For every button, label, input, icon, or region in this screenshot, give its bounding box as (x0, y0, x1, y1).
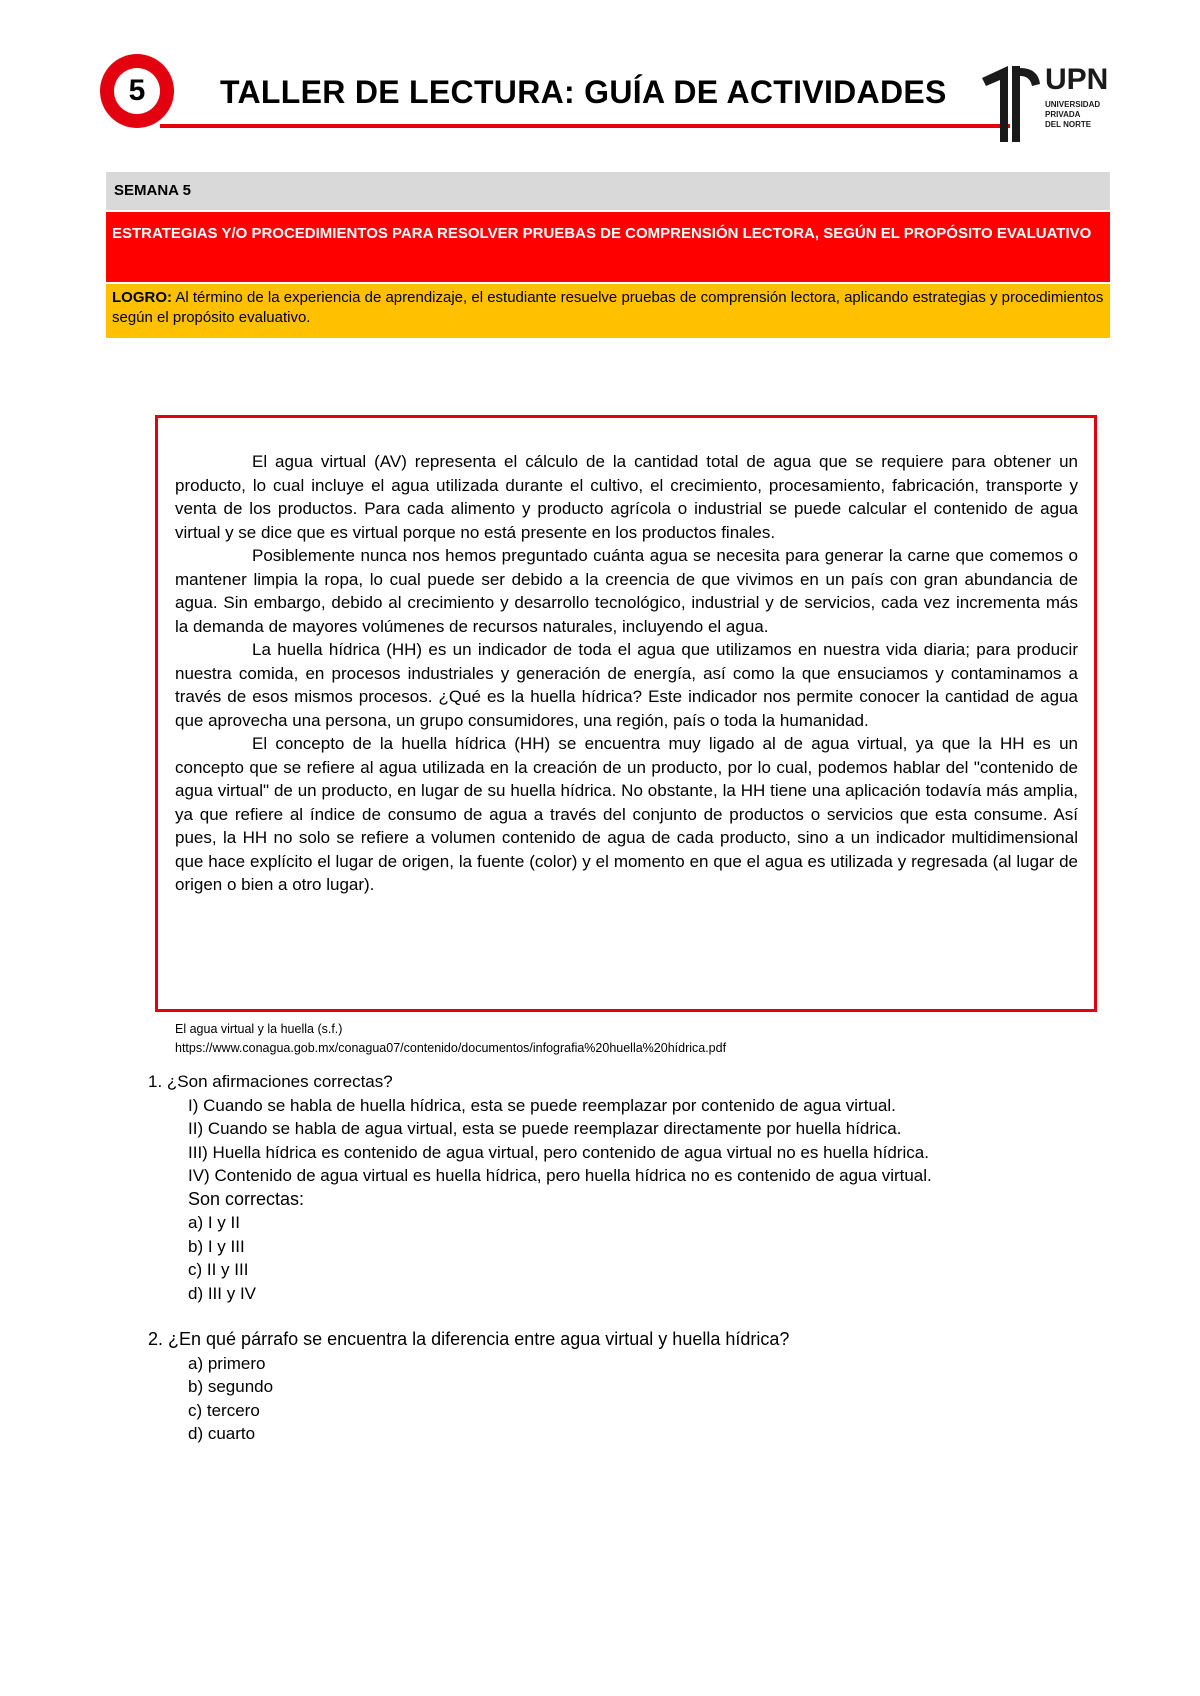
session-topic: ESTRATEGIAS Y/O PROCEDIMIENTOS PARA RESOLVER PRUEBAS DE COMPRENSIÓN LECTORA, SEGÚN EL PROPÓSITO EVALUATIVO (106, 212, 1110, 282)
learning-goal-text: Al término de la experiencia de aprendizaje, el estudiante resuelve pruebas de comprensión lectora, aplicando estrategias y procedimientos según el propósito evaluativo. (112, 289, 1104, 326)
reading-paragraph-1: El agua virtual (AV) representa el cálculo de la cantidad total de agua que se requiere para obtener un producto, lo cual incluye el agua utilizada durante el cultivo, el crecimiento, procesamiento, fabricación, transporte y venta de los productos. Para cada alimento y producto agrícola o industrial se puede calcular el contenido de agua virtual y se dice que es virtual porque no está presente en los productos finales. (175, 452, 1078, 542)
question-1-option-b: b) I y III (188, 1236, 245, 1256)
source-title: El agua virtual y la huella (s.f.) (175, 1022, 343, 1036)
title-underline (160, 124, 1010, 128)
question-2-body (188, 1352, 789, 1446)
question-2-option-c: c) tercero (188, 1400, 260, 1420)
logo-text: UPN (1045, 63, 1109, 96)
question-1-prompt: 1. ¿Son afirmaciones correctas? (148, 1072, 393, 1091)
learning-goal-label: LOGRO: (112, 289, 172, 306)
question-2-prompt: 2. ¿En qué párrafo se encuentra la diferencia entre agua virtual y huella hídrica? (148, 1329, 790, 1349)
question-2-option-a: a) primero (188, 1353, 266, 1373)
week-label: SEMANA 5 (106, 172, 1110, 210)
question-1-body (188, 1094, 932, 1306)
week-badge-number: 5 (114, 68, 160, 114)
question-1-option-d: d) III y IV (188, 1283, 257, 1303)
reading-paragraph-2: Posiblemente nunca nos hemos preguntado cuánta agua se necesita para generar la carne que comemos o mantener limpia la ropa, lo cual puede ser debido a la creencia de que vivimos en un país con gran abundancia de agua. Sin embargo, debido al crecimiento y desarrollo tecnológico, industrial y de servicios, cada vez incrementa más la demanda de mayores volúmenes de recursos naturales, incluyendo el agua. (175, 546, 1078, 636)
week-badge (100, 54, 174, 128)
question-2-option-b: b) segundo (188, 1377, 274, 1396)
statement-4: IV) Contenido de agua virtual es huella hídrica, pero huella hídrica no es contenido de agua virtual. (188, 1166, 932, 1185)
reading-paragraph-3: La huella hídrica (HH) es un indicador de toda el agua que utilizamos en nuestra vida diaria; para producir nuestra comida, en procesos industriales y generación de energía, así como la que ensuciamos y contaminamos a través de esos mismos procesos. ¿Qué es la huella hídrica? Este indicador nos permite conocer la cantidad de agua que aprovecha una persona, un grupo consumidores, una región, país o toda la humanidad. (175, 640, 1078, 730)
question-2 (148, 1328, 789, 1446)
question-1-option-a: a) I y II (188, 1213, 240, 1232)
statement-1: I) Cuando se habla de huella hídrica, esta se puede reemplazar por contenido de agua virtual. (188, 1095, 896, 1115)
source-url: https://www.conagua.gob.mx/conagua07/contenido/documentos/infografia%20huella%20hídrica.pdf (175, 1041, 727, 1055)
logo-subtext: UNIVERSIDAD PRIVADA DEL NORTE (1045, 100, 1101, 129)
page-header (100, 44, 1110, 144)
son-correctas-label: Son correctas: (188, 1188, 305, 1209)
statement-3: III) Huella hídrica es contenido de agua virtual, pero contenido de agua virtual no es huella hídrica. (188, 1142, 929, 1162)
question-1-option-c: c) II y III (188, 1260, 249, 1279)
reading-text-box (155, 415, 1097, 1012)
statement-2: II) Cuando se habla de agua virtual, esta se puede reemplazar directamente por huella hídrica. (188, 1119, 902, 1138)
reading-paragraph-4: El concepto de la huella hídrica (HH) se encuentra muy ligado al de agua virtual, ya que la HH es un concepto que se refiere al agua utilizada en la creación de un producto, por lo cual, podemos hablar del "contenido de agua virtual" de un producto, en lugar de su huella hídrica. No obstante, la HH tiene una aplicación todavía más amplia, ya que refiere al índice de consumo de agua a través del conjunto de productos o servicios que esta consume. Así pues, la HH no solo se refiere a volumen contenido de agua de cada producto, sino a un indicador multidimensional que hace explícito el lugar de origen, la fuente (color) y el momento en que el agua es utilizada y regresada (al lugar de origen o bien a otro lugar). (175, 734, 1078, 894)
question-2-option-d: d) cuarto (188, 1424, 256, 1443)
learning-goal (106, 284, 1110, 338)
question-1 (148, 1070, 932, 1305)
page-title: TALLER DE LECTURA: GUÍA DE ACTIVIDADES (220, 74, 947, 110)
source-citation (175, 1020, 726, 1058)
